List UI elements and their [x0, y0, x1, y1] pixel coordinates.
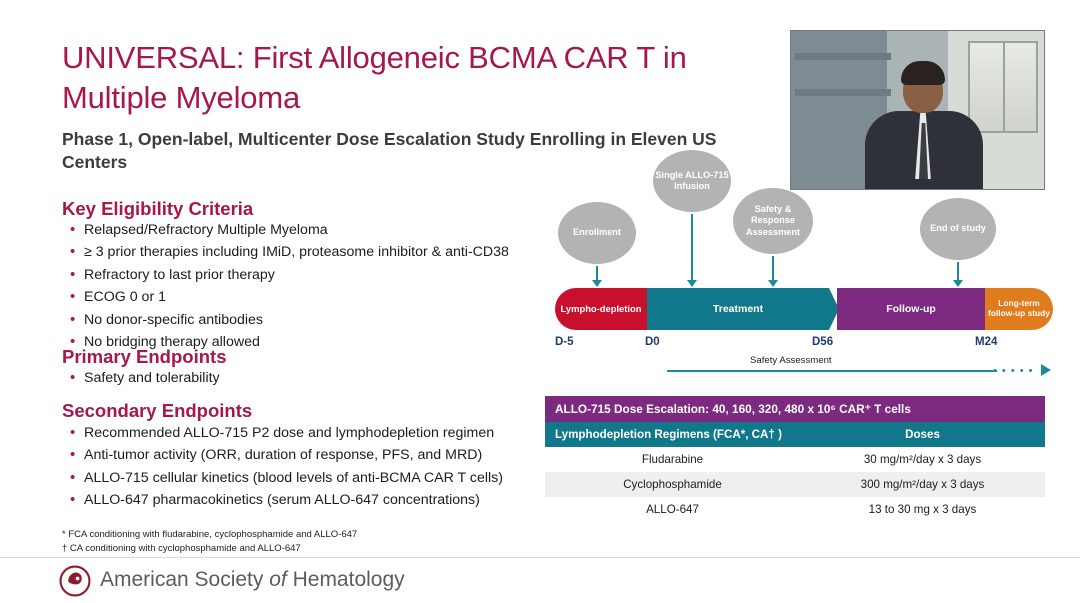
list-item: • Refractory to last prior therapy: [68, 264, 568, 286]
footer-text-1: American Society: [100, 568, 270, 591]
footer-title: [100, 568, 405, 592]
bottom-bar: [0, 599, 1080, 603]
footer-text-italic: of: [269, 568, 293, 591]
tick-d0: D0: [645, 336, 660, 348]
primary-endpoints-list: [68, 367, 468, 389]
arrow-end-line: [957, 262, 959, 282]
phase-treatment: Treatment: [647, 288, 829, 330]
window-decor-icon: [968, 41, 1038, 133]
column-header-doses: Doses: [800, 422, 1045, 447]
cell-dose: 13 to 30 mg x 3 days: [800, 497, 1045, 522]
table-row: [545, 472, 1045, 497]
arrow-infusion-line: [691, 214, 693, 282]
tick-d56: D56: [812, 336, 834, 348]
list-item: • No donor-specific antibodies: [68, 309, 568, 331]
safety-assessment-label: Safety Assessment: [750, 355, 832, 366]
arrow-infusion-head-icon: [687, 280, 697, 287]
dose-escalation-table: [545, 396, 1045, 522]
safety-assessment-arrow-icon: [1041, 364, 1051, 376]
shelf-decor-2-icon: [795, 89, 891, 96]
oval-safety-response: Safety & Response Assessment: [733, 188, 813, 254]
footnote-1: * FCA conditioning with fludarabine, cyclophosphamide and ALLO-647: [62, 529, 358, 540]
phase-lymphodepletion: Lympho-depletion: [555, 288, 647, 330]
secondary-endpoints-list: [68, 422, 548, 512]
arrow-safety-head-icon: [768, 280, 778, 287]
dose-escalation-header: ALLO-715 Dose Escalation: 40, 160, 320, 480 x 10⁶ CAR⁺ T cells: [545, 396, 1045, 422]
list-item: • ALLO-715 cellular kinetics (blood levels of anti-BCMA CAR T cells): [68, 467, 548, 489]
list-item: • ECOG 0 or 1: [68, 286, 568, 308]
footer-text-2: Hematology: [292, 568, 405, 591]
arrow-safety-line: [772, 256, 774, 282]
list-item: • Safety and tolerability: [68, 367, 468, 389]
cell-dose: 300 mg/m²/day x 3 days: [800, 472, 1045, 497]
secondary-endpoints-heading: Secondary Endpoints: [62, 400, 253, 421]
cell-regimen: Cyclophosphamide: [545, 472, 800, 497]
table-row: [545, 497, 1045, 522]
primary-endpoints-heading: Primary Endpoints: [62, 346, 227, 367]
safety-assessment-dots-icon: • • • • •: [993, 365, 1034, 377]
ash-logo-icon: [58, 564, 92, 598]
tick-m24: M24: [975, 336, 998, 348]
safety-assessment-line: [667, 370, 997, 372]
arrow-end-head-icon: [953, 280, 963, 287]
eligibility-heading: Key Eligibility Criteria: [62, 198, 254, 219]
cell-regimen: Fludarabine: [545, 447, 800, 472]
list-item: • Relapsed/Refractory Multiple Myeloma: [68, 219, 568, 241]
study-timeline-diagram: [545, 150, 1055, 395]
column-header-regimen: Lymphodepletion Regimens (FCA*, CA† ): [545, 422, 800, 447]
list-item: • Recommended ALLO-715 P2 dose and lymphodepletion regimen: [68, 422, 548, 444]
list-item: • ≥ 3 prior therapies including IMiD, proteasome inhibitor & anti-CD38: [68, 241, 568, 263]
eligibility-list: [68, 219, 568, 354]
table-row: [545, 447, 1045, 472]
table-row: [545, 396, 1045, 422]
list-item: • Anti-tumor activity (ORR, duration of response, PFS, and MRD): [68, 444, 548, 466]
footnotes: [62, 528, 357, 557]
table-row: [545, 422, 1045, 447]
phase-long-term: Long-term follow-up study: [985, 288, 1053, 330]
oval-end-of-study: End of study: [920, 198, 996, 260]
oval-single-infusion: Single ALLO-715 Infusion: [653, 150, 731, 212]
shelf-decor-icon: [795, 53, 891, 60]
page-subtitle: Phase 1, Open-label, Multicenter Dose Escalation Study Enrolling in Eleven US Centers: [62, 129, 717, 173]
tick-d-5: D-5: [555, 336, 574, 348]
cell-dose: 30 mg/m²/day x 3 days: [800, 447, 1045, 472]
arrow-enrollment-head-icon: [592, 280, 602, 287]
slide-footer: [0, 557, 1080, 603]
list-item: • ALLO-647 pharmacokinetics (serum ALLO-647 concentrations): [68, 489, 548, 511]
presenter-hair: [901, 61, 945, 85]
footnote-2: † CA conditioning with cyclophosphamide and ALLO-647: [62, 543, 301, 555]
cell-regimen: ALLO-647: [545, 497, 800, 522]
list-item: • No bridging therapy allowed: [68, 331, 568, 353]
oval-enrollment: Enrollment: [558, 202, 636, 264]
phase-follow-up: Follow-up: [837, 288, 985, 330]
page-title: UNIVERSAL: First Allogeneic BCMA CAR T in Multiple Myeloma: [62, 40, 687, 115]
